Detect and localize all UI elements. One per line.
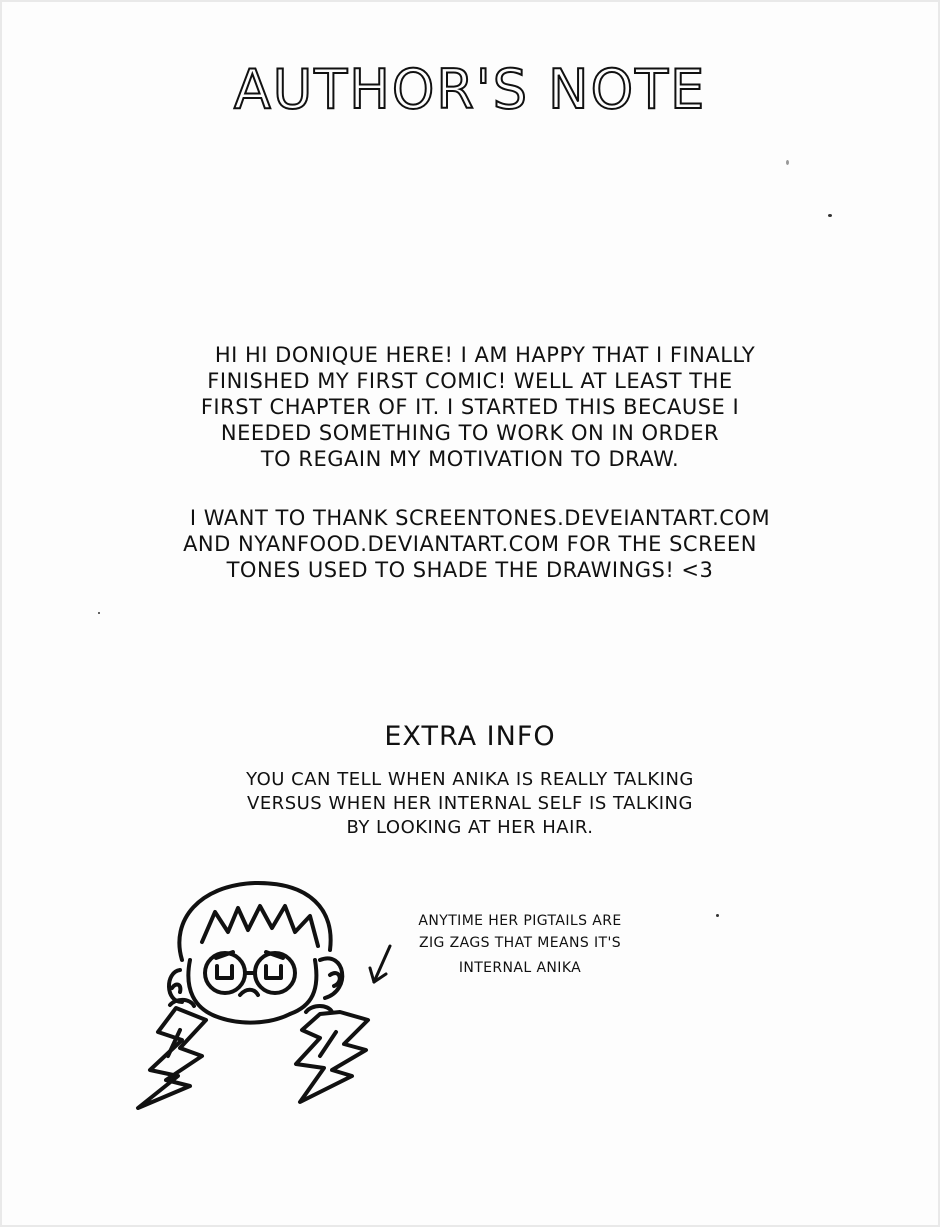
annotation-line: ZIG ZAGS THAT MEANS IT'S [418, 935, 622, 951]
paper-speck [98, 612, 100, 614]
paper-speck [786, 160, 789, 165]
intro-line: FINISHED MY FIRST COMIC! WELL AT LEAST THE [207, 369, 733, 393]
paper-speck [828, 214, 832, 217]
sketch-annotation [370, 910, 670, 979]
anika-sketch [120, 880, 410, 1130]
intro-line: FIRST CHAPTER OF IT. I STARTED THIS BECAUSE I [200, 395, 740, 419]
annotation-line: INTERNAL ANIKA [458, 960, 582, 976]
thanks-line: TONES USED TO SHADE THE DRAWINGS! <3 [226, 558, 714, 582]
paper-speck [716, 914, 719, 917]
extra-info-paragraph [0, 768, 940, 840]
intro-line: NEEDED SOMETHING TO WORK ON IN ORDER [220, 421, 720, 445]
annotation-line: ANYTIME HER PIGTAILS ARE [418, 913, 622, 929]
thanks-line: I WANT TO THANK SCREENTONES.DEVEIANTART.COM [189, 506, 771, 530]
extra-line: BY LOOKING AT HER HAIR. [346, 817, 594, 838]
page-title: AUTHOR'S NOTE [233, 58, 707, 121]
intro-paragraph [0, 342, 940, 472]
thanks-paragraph [0, 505, 940, 583]
extra-line: YOU CAN TELL WHEN ANIKA IS REALLY TALKING [246, 769, 694, 790]
intro-line: TO REGAIN MY MOTIVATION TO DRAW. [260, 447, 680, 471]
extra-info-heading: EXTRA INFO [384, 721, 556, 752]
thanks-line: AND NYANFOOD.DEVIANTART.COM FOR THE SCREEN [183, 532, 757, 556]
intro-line: HI HI DONIQUE HERE! I AM HAPPY THAT I FINALLY [214, 343, 756, 367]
extra-line: VERSUS WHEN HER INTERNAL SELF IS TALKING [247, 793, 693, 814]
